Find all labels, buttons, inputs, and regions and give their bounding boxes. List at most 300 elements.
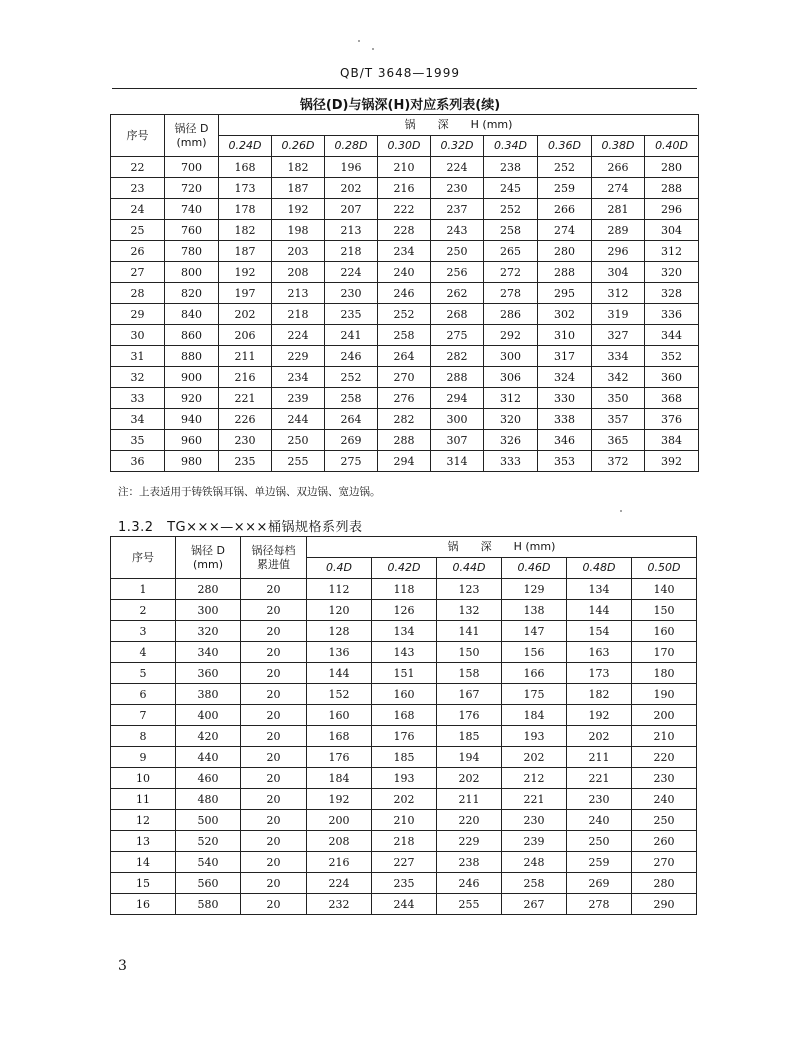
table1-header-depth-col: 0.26D [272,136,325,157]
table-cell: 173 [567,663,632,684]
table-cell: 8 [111,726,176,747]
table-cell: 288 [538,262,592,283]
table-cell: 14 [111,852,176,873]
table-cell: 144 [307,663,372,684]
table-cell: 281 [592,199,645,220]
table-cell: 296 [645,199,699,220]
table-cell: 221 [567,768,632,789]
table-cell: 480 [176,789,241,810]
table-cell: 150 [632,600,697,621]
table-cell: 500 [176,810,241,831]
table-cell: 317 [538,346,592,367]
table-cell: 255 [437,894,502,915]
table-cell: 270 [632,852,697,873]
table-cell: 333 [484,451,538,472]
table-row [111,388,699,409]
table-cell: 520 [176,831,241,852]
table-row [111,199,699,220]
table2-header-depth-col: 0.46D [502,558,567,579]
table-cell: 24 [111,199,165,220]
table-cell: 7 [111,705,176,726]
table-cell: 192 [567,705,632,726]
table-cell: 280 [645,157,699,178]
table-row [111,325,699,346]
table-row [111,768,697,789]
table-cell: 270 [378,367,431,388]
table-cell: 310 [538,325,592,346]
table-cell: 880 [165,346,219,367]
table-cell: 2 [111,600,176,621]
table-row [111,579,697,600]
table-cell: 780 [165,241,219,262]
table-cell: 20 [241,705,307,726]
table-cell: 31 [111,346,165,367]
table1-note: 注：上表适用于铸铁锅耳锅、单边锅、双边锅、宽边锅。 [118,486,381,498]
table-row [111,621,697,642]
table-cell: 320 [176,621,241,642]
table1-header-serial: 序号 [111,115,165,157]
table-cell: 175 [502,684,567,705]
table-cell: 216 [378,178,431,199]
table-cell: 160 [632,621,697,642]
table-cell: 384 [645,430,699,451]
table-cell: 275 [325,451,378,472]
table-cell: 350 [592,388,645,409]
table-cell: 20 [241,852,307,873]
table-cell: 182 [219,220,272,241]
table2-header-step-line1: 锅径每档 [251,543,296,557]
table-cell: 258 [325,388,378,409]
table-cell: 163 [567,642,632,663]
table-cell: 6 [111,684,176,705]
table-row [111,894,697,915]
table-cell: 213 [272,283,325,304]
table2-header-depth-col: 0.44D [437,558,502,579]
table-cell: 353 [538,451,592,472]
table-cell: 134 [372,621,437,642]
table-cell: 33 [111,388,165,409]
table-cell: 151 [372,663,437,684]
table-cell: 960 [165,430,219,451]
table-cell: 207 [325,199,378,220]
table-cell: 150 [437,642,502,663]
table-cell: 20 [241,873,307,894]
table-cell: 12 [111,810,176,831]
table-cell: 700 [165,157,219,178]
table2-header-depth-col: 0.48D [567,558,632,579]
table-cell: 187 [219,241,272,262]
table-cell: 820 [165,283,219,304]
table1-header-diameter-line2: (mm) [176,135,207,149]
table-cell: 4 [111,642,176,663]
table2-header-diameter [176,537,241,579]
table-cell: 319 [592,304,645,325]
table-cell: 306 [484,367,538,388]
table-cell: 320 [484,409,538,430]
table1-header-depth-col: 0.36D [538,136,592,157]
table-row [111,600,697,621]
table-cell: 210 [372,810,437,831]
table-cell: 193 [372,768,437,789]
table2-header-depth-col: 0.42D [372,558,437,579]
table-cell: 168 [219,157,272,178]
table-row [111,283,699,304]
table-cell: 192 [219,262,272,283]
table-row [111,451,699,472]
table-cell: 302 [538,304,592,325]
table-cell: 20 [241,579,307,600]
table-cell: 202 [567,726,632,747]
table-cell: 230 [325,283,378,304]
table-cell: 20 [241,768,307,789]
table-cell: 286 [484,304,538,325]
table-cell: 132 [437,600,502,621]
scan-speck [358,40,360,42]
table-cell: 216 [219,367,272,388]
table-cell: 326 [484,430,538,451]
table-cell: 304 [592,262,645,283]
table-cell: 246 [325,346,378,367]
table-cell: 193 [502,726,567,747]
table-cell: 940 [165,409,219,430]
table-cell: 300 [431,409,484,430]
table-cell: 460 [176,768,241,789]
table-cell: 250 [431,241,484,262]
table1-header-depth-col: 0.24D [219,136,272,157]
table-cell: 143 [372,642,437,663]
table-cell: 5 [111,663,176,684]
table-cell: 180 [632,663,697,684]
table-cell: 376 [645,409,699,430]
table-cell: 182 [272,157,325,178]
table-cell: 167 [437,684,502,705]
table-cell: 36 [111,451,165,472]
table-cell: 147 [502,621,567,642]
table-cell: 282 [431,346,484,367]
table-cell: 20 [241,600,307,621]
table-cell: 25 [111,220,165,241]
table-cell: 9 [111,747,176,768]
table-cell: 258 [502,873,567,894]
table-cell: 20 [241,789,307,810]
table-cell: 266 [538,199,592,220]
table-cell: 140 [632,579,697,600]
table-row [111,304,699,325]
table-row [111,873,697,894]
table-cell: 216 [307,852,372,873]
table-cell: 560 [176,873,241,894]
table-cell: 266 [592,157,645,178]
table-cell: 218 [272,304,325,325]
table-cell: 220 [437,810,502,831]
table-cell: 226 [219,409,272,430]
table-cell: 212 [502,768,567,789]
table-cell: 20 [241,831,307,852]
table-cell: 238 [437,852,502,873]
table1-title: 锅径(D)与锅深(H)对应系列表(续) [299,98,501,113]
table-cell: 580 [176,894,241,915]
table-cell: 340 [176,642,241,663]
table-cell: 324 [538,367,592,388]
table-cell: 368 [645,388,699,409]
table-cell: 154 [567,621,632,642]
table-cell: 300 [484,346,538,367]
table-cell: 16 [111,894,176,915]
table-cell: 760 [165,220,219,241]
table-cell: 185 [437,726,502,747]
table-cell: 202 [372,789,437,810]
table-cell: 920 [165,388,219,409]
table-row [111,789,697,810]
table-cell: 184 [307,768,372,789]
table-cell: 234 [378,241,431,262]
table-cell: 232 [307,894,372,915]
table-cell: 900 [165,367,219,388]
table-cell: 278 [567,894,632,915]
table-cell: 20 [241,684,307,705]
table-cell: 255 [272,451,325,472]
table-cell: 327 [592,325,645,346]
table-cell: 400 [176,705,241,726]
table-cell: 20 [241,747,307,768]
table-cell: 129 [502,579,567,600]
table-cell: 141 [437,621,502,642]
table-cell: 234 [272,367,325,388]
table-cell: 244 [372,894,437,915]
table-cell: 239 [272,388,325,409]
table-cell: 176 [437,705,502,726]
table-cell: 170 [632,642,697,663]
table-cell: 320 [645,262,699,283]
table-cell: 227 [372,852,437,873]
table-cell: 338 [538,409,592,430]
table1-header-depth-col: 0.34D [484,136,538,157]
table-cell: 258 [378,325,431,346]
table-cell: 274 [538,220,592,241]
table-cell: 248 [502,852,567,873]
table-cell: 360 [645,367,699,388]
table-cell: 344 [645,325,699,346]
table-cell: 860 [165,325,219,346]
table-cell: 118 [372,579,437,600]
table-cell: 222 [378,199,431,220]
table-cell: 304 [645,220,699,241]
table-cell: 26 [111,241,165,262]
table-cell: 27 [111,262,165,283]
table-cell: 178 [219,199,272,220]
table-cell: 288 [431,367,484,388]
table-cell: 229 [272,346,325,367]
table-cell: 200 [307,810,372,831]
table-cell: 262 [431,283,484,304]
table-cell: 294 [378,451,431,472]
table-cell: 10 [111,768,176,789]
table-cell: 156 [502,642,567,663]
table-cell: 182 [567,684,632,705]
table-cell: 380 [176,684,241,705]
table-cell: 289 [592,220,645,241]
table1 [110,114,699,472]
table-cell: 198 [272,220,325,241]
table-cell: 250 [272,430,325,451]
table-cell: 194 [437,747,502,768]
table-cell: 187 [272,178,325,199]
table-row [111,409,699,430]
table-cell: 230 [431,178,484,199]
table-cell: 240 [378,262,431,283]
table-cell: 218 [325,241,378,262]
table-cell: 218 [372,831,437,852]
table-cell: 312 [592,283,645,304]
table-cell: 280 [632,873,697,894]
table-cell: 259 [567,852,632,873]
table-cell: 280 [538,241,592,262]
table-row [111,726,697,747]
table-cell: 238 [484,157,538,178]
table-cell: 365 [592,430,645,451]
table-cell: 357 [592,409,645,430]
table-cell: 312 [484,388,538,409]
table-cell: 360 [176,663,241,684]
table-cell: 272 [484,262,538,283]
table-row [111,747,697,768]
table-cell: 980 [165,451,219,472]
table-cell: 224 [272,325,325,346]
table-cell: 168 [372,705,437,726]
table-cell: 288 [645,178,699,199]
page-number: 3 [118,958,127,974]
table-row [111,430,699,451]
table2-header-depth-col: 0.4D [307,558,372,579]
table-cell: 235 [325,304,378,325]
table-cell: 260 [632,831,697,852]
table-cell: 342 [592,367,645,388]
standard-code: QB/T 3648—1999 [340,66,460,80]
table-row [111,346,699,367]
table-cell: 32 [111,367,165,388]
table-cell: 288 [378,430,431,451]
table-cell: 136 [307,642,372,663]
scan-speck [620,510,622,512]
table-cell: 296 [592,241,645,262]
table-row [111,831,697,852]
table-cell: 392 [645,451,699,472]
table-row [111,220,699,241]
table-cell: 740 [165,199,219,220]
table2-header-diameter-line1: 锅径 D [191,543,225,557]
table-cell: 334 [592,346,645,367]
table-cell: 269 [567,873,632,894]
table-cell: 128 [307,621,372,642]
table-row [111,684,697,705]
table-cell: 185 [372,747,437,768]
table-cell: 840 [165,304,219,325]
table-cell: 192 [307,789,372,810]
table-cell: 138 [502,600,567,621]
table-cell: 330 [538,388,592,409]
table-cell: 252 [538,157,592,178]
table-cell: 23 [111,178,165,199]
table-cell: 1 [111,579,176,600]
table-row [111,852,697,873]
table1-header-depth-col: 0.38D [592,136,645,157]
table-cell: 420 [176,726,241,747]
table-cell: 243 [431,220,484,241]
table2-header-step-line2: 累进值 [257,557,290,571]
table-cell: 372 [592,451,645,472]
table-row [111,367,699,388]
table-row [111,262,699,283]
table-cell: 168 [307,726,372,747]
table-cell: 211 [437,789,502,810]
table-cell: 250 [567,831,632,852]
table-cell: 20 [241,726,307,747]
table-cell: 34 [111,409,165,430]
table-row [111,642,697,663]
table-cell: 252 [325,367,378,388]
table-cell: 134 [567,579,632,600]
table-cell: 20 [241,663,307,684]
table-cell: 276 [378,388,431,409]
table-cell: 160 [372,684,437,705]
table-row [111,810,697,831]
table-cell: 221 [219,388,272,409]
table-cell: 202 [219,304,272,325]
table-cell: 20 [241,642,307,663]
table-cell: 274 [592,178,645,199]
table-cell: 252 [484,199,538,220]
table-cell: 244 [272,409,325,430]
table2-header-depth-col: 0.50D [632,558,697,579]
header-rule [112,88,697,89]
table-cell: 540 [176,852,241,873]
table-cell: 224 [325,262,378,283]
table-cell: 213 [325,220,378,241]
table-cell: 282 [378,409,431,430]
table-cell: 246 [378,283,431,304]
table-cell: 224 [307,873,372,894]
table-cell: 173 [219,178,272,199]
table-cell: 206 [219,325,272,346]
table-cell: 295 [538,283,592,304]
table1-header-depth-col: 0.28D [325,136,378,157]
table-cell: 264 [325,409,378,430]
table-cell: 3 [111,621,176,642]
table-cell: 202 [437,768,502,789]
table-cell: 20 [241,894,307,915]
table-cell: 190 [632,684,697,705]
table-cell: 13 [111,831,176,852]
table-cell: 22 [111,157,165,178]
table2-header-step [241,537,307,579]
table-cell: 211 [567,747,632,768]
table-cell: 268 [431,304,484,325]
table-cell: 256 [431,262,484,283]
table-cell: 120 [307,600,372,621]
table2-header-diameter-line2: (mm) [192,557,223,571]
table-cell: 160 [307,705,372,726]
table-cell: 126 [372,600,437,621]
scan-speck [372,48,374,50]
table-cell: 440 [176,747,241,768]
table-row [111,663,697,684]
table-cell: 278 [484,283,538,304]
table2-header-serial: 序号 [111,537,176,579]
table-cell: 203 [272,241,325,262]
table1-header-depth-group: 锅 深 H (mm) [219,115,699,136]
table-cell: 250 [632,810,697,831]
table1-header-depth-col: 0.30D [378,136,431,157]
